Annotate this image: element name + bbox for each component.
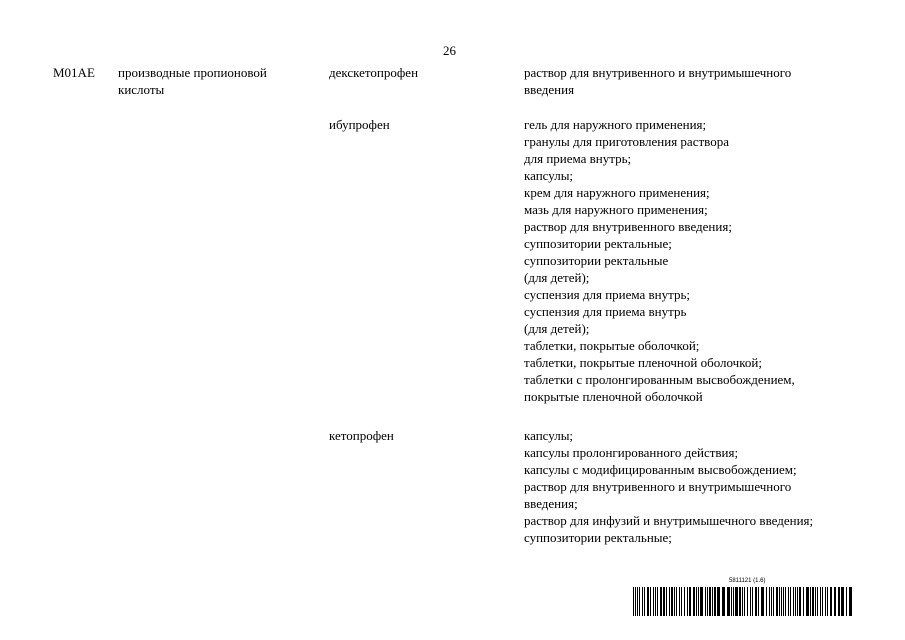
atc-group-name-line: производные пропионовой bbox=[118, 65, 267, 80]
dosage-form: таблетки, покрытые оболочкой; bbox=[524, 338, 700, 353]
drug-name: декскетопрофен bbox=[329, 65, 419, 80]
barcode-bar bbox=[731, 587, 732, 616]
barcode-bar bbox=[781, 587, 782, 616]
dosage-form: раствор для внутривенного и внутримышечного bbox=[524, 479, 792, 494]
barcode-bar bbox=[637, 587, 638, 616]
barcode-bar bbox=[639, 587, 640, 616]
barcode-bar bbox=[700, 587, 703, 616]
barcode-bar bbox=[669, 587, 670, 616]
dosage-form: капсулы; bbox=[524, 168, 574, 183]
drug-name: ибупрофен bbox=[329, 117, 390, 132]
barcode-bar bbox=[779, 587, 780, 616]
barcode-bar bbox=[635, 587, 636, 616]
barcode-bar bbox=[733, 587, 734, 616]
barcode-bar bbox=[790, 587, 791, 616]
barcode-bar bbox=[705, 587, 706, 616]
barcode-bar bbox=[709, 587, 711, 616]
barcode-bar bbox=[714, 587, 716, 616]
dosage-form: таблетки, покрытые пленочной оболочкой; bbox=[524, 355, 762, 370]
barcode-bar bbox=[812, 587, 814, 616]
barcode-bar bbox=[747, 587, 748, 616]
barcode-bar bbox=[681, 587, 682, 616]
atc-group-name-line: кислоты bbox=[118, 82, 165, 97]
atc-code: M01AE bbox=[53, 65, 95, 80]
dosage-form: таблетки с пролонгированным высвобождением, bbox=[524, 372, 795, 387]
dosage-form: раствор для внутривенного и внутримышечного bbox=[524, 65, 792, 80]
barcode-bar bbox=[773, 587, 774, 616]
barcode-bar bbox=[698, 587, 699, 616]
dosage-form: суппозитории ректальные bbox=[524, 253, 669, 268]
barcode-bar bbox=[671, 587, 673, 616]
barcode-bar bbox=[825, 587, 826, 616]
barcode-bar bbox=[752, 587, 753, 616]
dosage-form: капсулы пролонгированного действия; bbox=[524, 445, 739, 460]
barcode-bar bbox=[666, 587, 667, 616]
barcode-bar bbox=[687, 587, 688, 616]
dosage-form: капсулы; bbox=[524, 428, 574, 443]
barcode-bar bbox=[693, 587, 695, 616]
dosage-form: (для детей); bbox=[524, 321, 590, 336]
drug-name: кетопрофен bbox=[329, 428, 394, 443]
barcode-bar bbox=[712, 587, 713, 616]
barcode-bar bbox=[758, 587, 759, 616]
barcode-bar bbox=[676, 587, 677, 616]
barcode-bar bbox=[810, 587, 811, 616]
barcode-bar bbox=[838, 587, 840, 616]
barcode-bar bbox=[799, 587, 801, 616]
barcode-bar bbox=[679, 587, 680, 616]
barcode-bar bbox=[783, 587, 784, 616]
barcode-bar bbox=[830, 587, 832, 616]
dosage-form: покрытые пленочной оболочкой bbox=[524, 389, 703, 404]
dosage-form: суппозитории ректальные; bbox=[524, 236, 672, 251]
dosage-form: суспензия для приема внутрь; bbox=[524, 287, 691, 302]
dosage-form: крем для наружного применения; bbox=[524, 185, 710, 200]
barcode-bar bbox=[793, 587, 794, 616]
barcode-bar bbox=[689, 587, 691, 616]
barcode-bar bbox=[822, 587, 823, 616]
barcode-bar bbox=[653, 587, 654, 616]
dosage-form: раствор для внутривенного введения; bbox=[524, 219, 732, 234]
barcode-bar bbox=[707, 587, 708, 616]
barcode-bar bbox=[744, 587, 745, 616]
barcode-bar bbox=[660, 587, 662, 616]
barcode-bar bbox=[806, 587, 809, 616]
dosage-form: гель для наружного применения; bbox=[524, 117, 707, 132]
barcode-bar bbox=[827, 587, 828, 616]
barcode-bar bbox=[834, 587, 836, 616]
barcode-bar bbox=[788, 587, 789, 616]
barcode-bar bbox=[817, 587, 818, 616]
barcode-bar bbox=[776, 587, 778, 616]
dosage-form: мазь для наружного применения; bbox=[524, 202, 708, 217]
barcode-bar bbox=[803, 587, 804, 616]
barcode-bar bbox=[761, 587, 764, 616]
barcode-caption: 5811121 (1.6) bbox=[729, 578, 766, 584]
barcode-bar bbox=[795, 587, 796, 616]
barcode-bar bbox=[771, 587, 772, 616]
dosage-form: введения bbox=[524, 82, 575, 97]
dosage-forms-list bbox=[524, 116, 884, 405]
page-number: 26 bbox=[443, 43, 456, 58]
dosage-form: раствор для инфузий и внутримышечного введения; bbox=[524, 513, 814, 528]
barcode-bar bbox=[846, 587, 847, 616]
dosage-forms-list bbox=[524, 427, 884, 546]
barcode-bar bbox=[735, 587, 738, 616]
dosage-forms-list bbox=[524, 64, 884, 98]
barcode-bar bbox=[815, 587, 816, 616]
barcode bbox=[633, 578, 855, 618]
barcode-bar bbox=[696, 587, 697, 616]
barcode-bar bbox=[684, 587, 685, 616]
dosage-form: для приема внутрь; bbox=[524, 151, 632, 166]
barcode-bar bbox=[722, 587, 725, 616]
dosage-form: суспензия для приема внутрь bbox=[524, 304, 687, 319]
barcode-bar bbox=[657, 587, 658, 616]
barcode-bar bbox=[717, 587, 720, 616]
barcode-bar bbox=[663, 587, 665, 616]
barcode-bar bbox=[727, 587, 730, 616]
barcode-bar bbox=[642, 587, 643, 616]
dosage-form: гранулы для приготовления раствора bbox=[524, 134, 729, 149]
dosage-form: (для детей); bbox=[524, 270, 590, 285]
barcode-bar bbox=[755, 587, 757, 616]
atc-group-name bbox=[118, 64, 318, 98]
barcode-bar bbox=[647, 587, 649, 616]
barcode-bar bbox=[742, 587, 743, 616]
barcode-bar bbox=[655, 587, 656, 616]
dosage-form: капсулы с модифицированным высвобождением; bbox=[524, 462, 797, 477]
barcode-bar bbox=[633, 587, 634, 616]
barcode-bar bbox=[785, 587, 786, 616]
barcode-bar bbox=[766, 587, 767, 616]
barcode-bar bbox=[769, 587, 770, 616]
barcode-bar bbox=[849, 587, 852, 616]
barcode-bar bbox=[739, 587, 741, 616]
barcode-bar bbox=[820, 587, 821, 616]
barcode-bars bbox=[633, 587, 855, 616]
barcode-bar bbox=[650, 587, 651, 616]
barcode-bar bbox=[644, 587, 645, 616]
barcode-bar bbox=[841, 587, 844, 616]
barcode-bar bbox=[797, 587, 798, 616]
barcode-bar bbox=[674, 587, 675, 616]
dosage-form: введения; bbox=[524, 496, 578, 511]
dosage-form: суппозитории ректальные; bbox=[524, 530, 672, 545]
barcode-bar bbox=[750, 587, 751, 616]
